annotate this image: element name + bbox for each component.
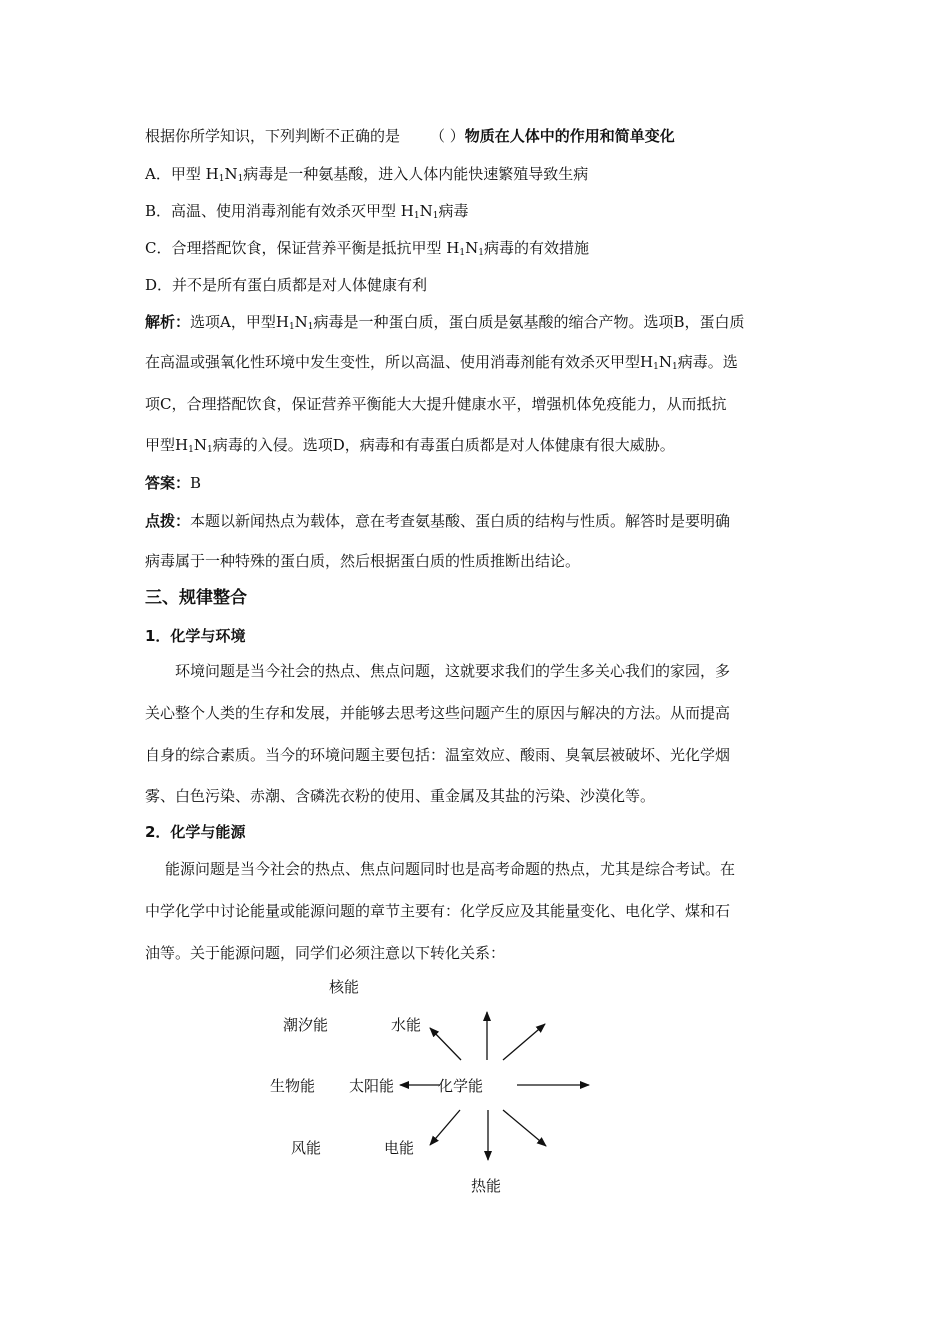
tip-line-1 (145, 511, 730, 531)
option-text: N (224, 165, 238, 183)
paragraph-line: 雾、白色污染、赤潮、含磷洗衣粉的使用、重金属及其盐的污染、沙漠化等。 (145, 787, 656, 805)
option-letter: B． (145, 202, 172, 220)
node-chemical-center: 化学能 (438, 1077, 484, 1095)
analysis-text: 项C，合理搭配饮食，保证营养平衡能大大提升健康水平，增强机体免疫能力，从而抵抗 (145, 395, 727, 413)
option-letter: A． (145, 165, 171, 183)
paragraph-line: 环境问题是当今社会的热点、焦点问题，这就要求我们的学生多关心我们的家园，多 (175, 662, 731, 680)
analysis-text: N (193, 436, 207, 454)
option-text: 病毒是一种氨基酸，进入人体内能快速繁殖导致生病 (243, 165, 589, 183)
tip-line-2 (145, 551, 580, 571)
analysis-line-1 (145, 312, 745, 332)
subsection-title-environment: 1．化学与环境 (145, 627, 246, 645)
node-tidal: 潮汐能 (283, 1016, 329, 1034)
paragraph-line: 油等。关于能源问题，同学们必须注意以下转化关系： (145, 944, 506, 962)
question-stem: 根据你所学知识，下列判断不正确的是 (145, 127, 401, 145)
analysis-line-3 (145, 394, 726, 414)
subscript: 1 (218, 174, 225, 184)
node-nuclear: 核能 (329, 978, 360, 996)
answer-value: B (190, 474, 202, 492)
node-wind: 风能 (291, 1139, 322, 1157)
tip-text: 本题以新闻热点为载体，意在考查氨基酸、蛋白质的结构与性质。解答时是要明确 (190, 512, 731, 530)
analysis-text: 在高温或强氧化性环境中发生变性，所以高温、使用消毒剂能有效杀灭甲型H (145, 353, 654, 371)
subscript: 1 (413, 211, 420, 221)
question-stem-line (145, 126, 675, 146)
analysis-text: 选项A，甲型H (190, 313, 289, 331)
analysis-text: N (294, 313, 308, 331)
paragraph-line: 自身的综合素质。当今的环境问题主要包括：温室效应、酸雨、臭氧层被破坏、光化学烟 (145, 746, 731, 764)
arrow-to-electric (430, 1110, 460, 1145)
subsection-title-energy: 2．化学与能源 (145, 823, 246, 841)
option-text: N (419, 202, 433, 220)
analysis-text: 甲型H (145, 436, 189, 454)
analysis-text: N (658, 353, 672, 371)
node-biomass: 生物能 (270, 1077, 316, 1095)
section-title: 三、规律整合 (145, 588, 247, 608)
option-text: 合理搭配饮食，保证营养平衡是抵抗甲型 H (171, 239, 460, 257)
paragraph-line: 中学化学中讨论能量或能源问题的章节主要有：化学反应及其能量变化、电化学、煤和石 (145, 902, 731, 920)
subscript: 1 (459, 248, 466, 258)
option-d (145, 275, 427, 295)
analysis-label: 解析： (145, 313, 191, 331)
tip-text: 病毒属于一种特殊的蛋白质，然后根据蛋白质的性质推断出结论。 (145, 552, 581, 570)
analysis-text: 病毒是一种蛋白质，蛋白质是氨基酸的缩合产物。选项B，蛋白质 (313, 313, 745, 331)
option-b (145, 201, 469, 221)
subscript: 1 (188, 445, 194, 455)
node-solar: 太阳能 (349, 1077, 395, 1095)
analysis-text: 病毒的入侵。选项D，病毒和有毒蛋白质都是对人体健康有很大威胁。 (212, 436, 675, 454)
subscript: 1 (653, 362, 659, 372)
option-a (145, 164, 588, 184)
arrow-to-tidal (503, 1024, 545, 1060)
subscript: 1 (288, 322, 295, 332)
subscript: 1 (478, 248, 484, 258)
arrow-to-wind (503, 1110, 546, 1146)
analysis-line-2 (145, 352, 738, 372)
node-electric: 电能 (384, 1139, 415, 1157)
node-heat: 热能 (471, 1177, 502, 1195)
analysis-line-4 (145, 435, 675, 455)
option-c (145, 238, 589, 258)
option-text: 高温、使用消毒剂能有效杀灭甲型 H (171, 202, 414, 220)
subscript: 1 (237, 174, 244, 184)
question-topic: 物质在人体中的作用和简单变化 (464, 127, 675, 145)
paragraph-line: 关心整个人类的生存和发展，并能够去思考这些问题产生的原因与解决的方法。从而提高 (145, 704, 731, 722)
subscript: 1 (671, 362, 678, 372)
arrow-to-water (430, 1028, 461, 1060)
option-letter: C． (145, 239, 172, 257)
option-text: 病毒的有效措施 (483, 239, 589, 257)
subscript: 1 (432, 211, 439, 221)
answer-label: 答案： (145, 474, 191, 492)
option-text: 病毒 (438, 202, 469, 220)
tip-label: 点拨： (145, 512, 191, 530)
option-text: 甲型 H (170, 165, 219, 183)
subscript: 1 (206, 445, 213, 455)
option-text: 并不是所有蛋白质都是对人体健康有利 (172, 276, 428, 294)
option-letter: D． (145, 276, 173, 294)
option-text: N (465, 239, 479, 257)
answer-line (145, 473, 201, 493)
analysis-text: 病毒。选 (677, 353, 738, 371)
answer-blank: （ ） (430, 127, 465, 145)
paragraph-line: 能源问题是当今社会的热点、焦点问题同时也是高考命题的热点，尤其是综合考试。在 (165, 860, 736, 878)
node-water: 水能 (391, 1016, 422, 1034)
subscript: 1 (307, 322, 314, 332)
